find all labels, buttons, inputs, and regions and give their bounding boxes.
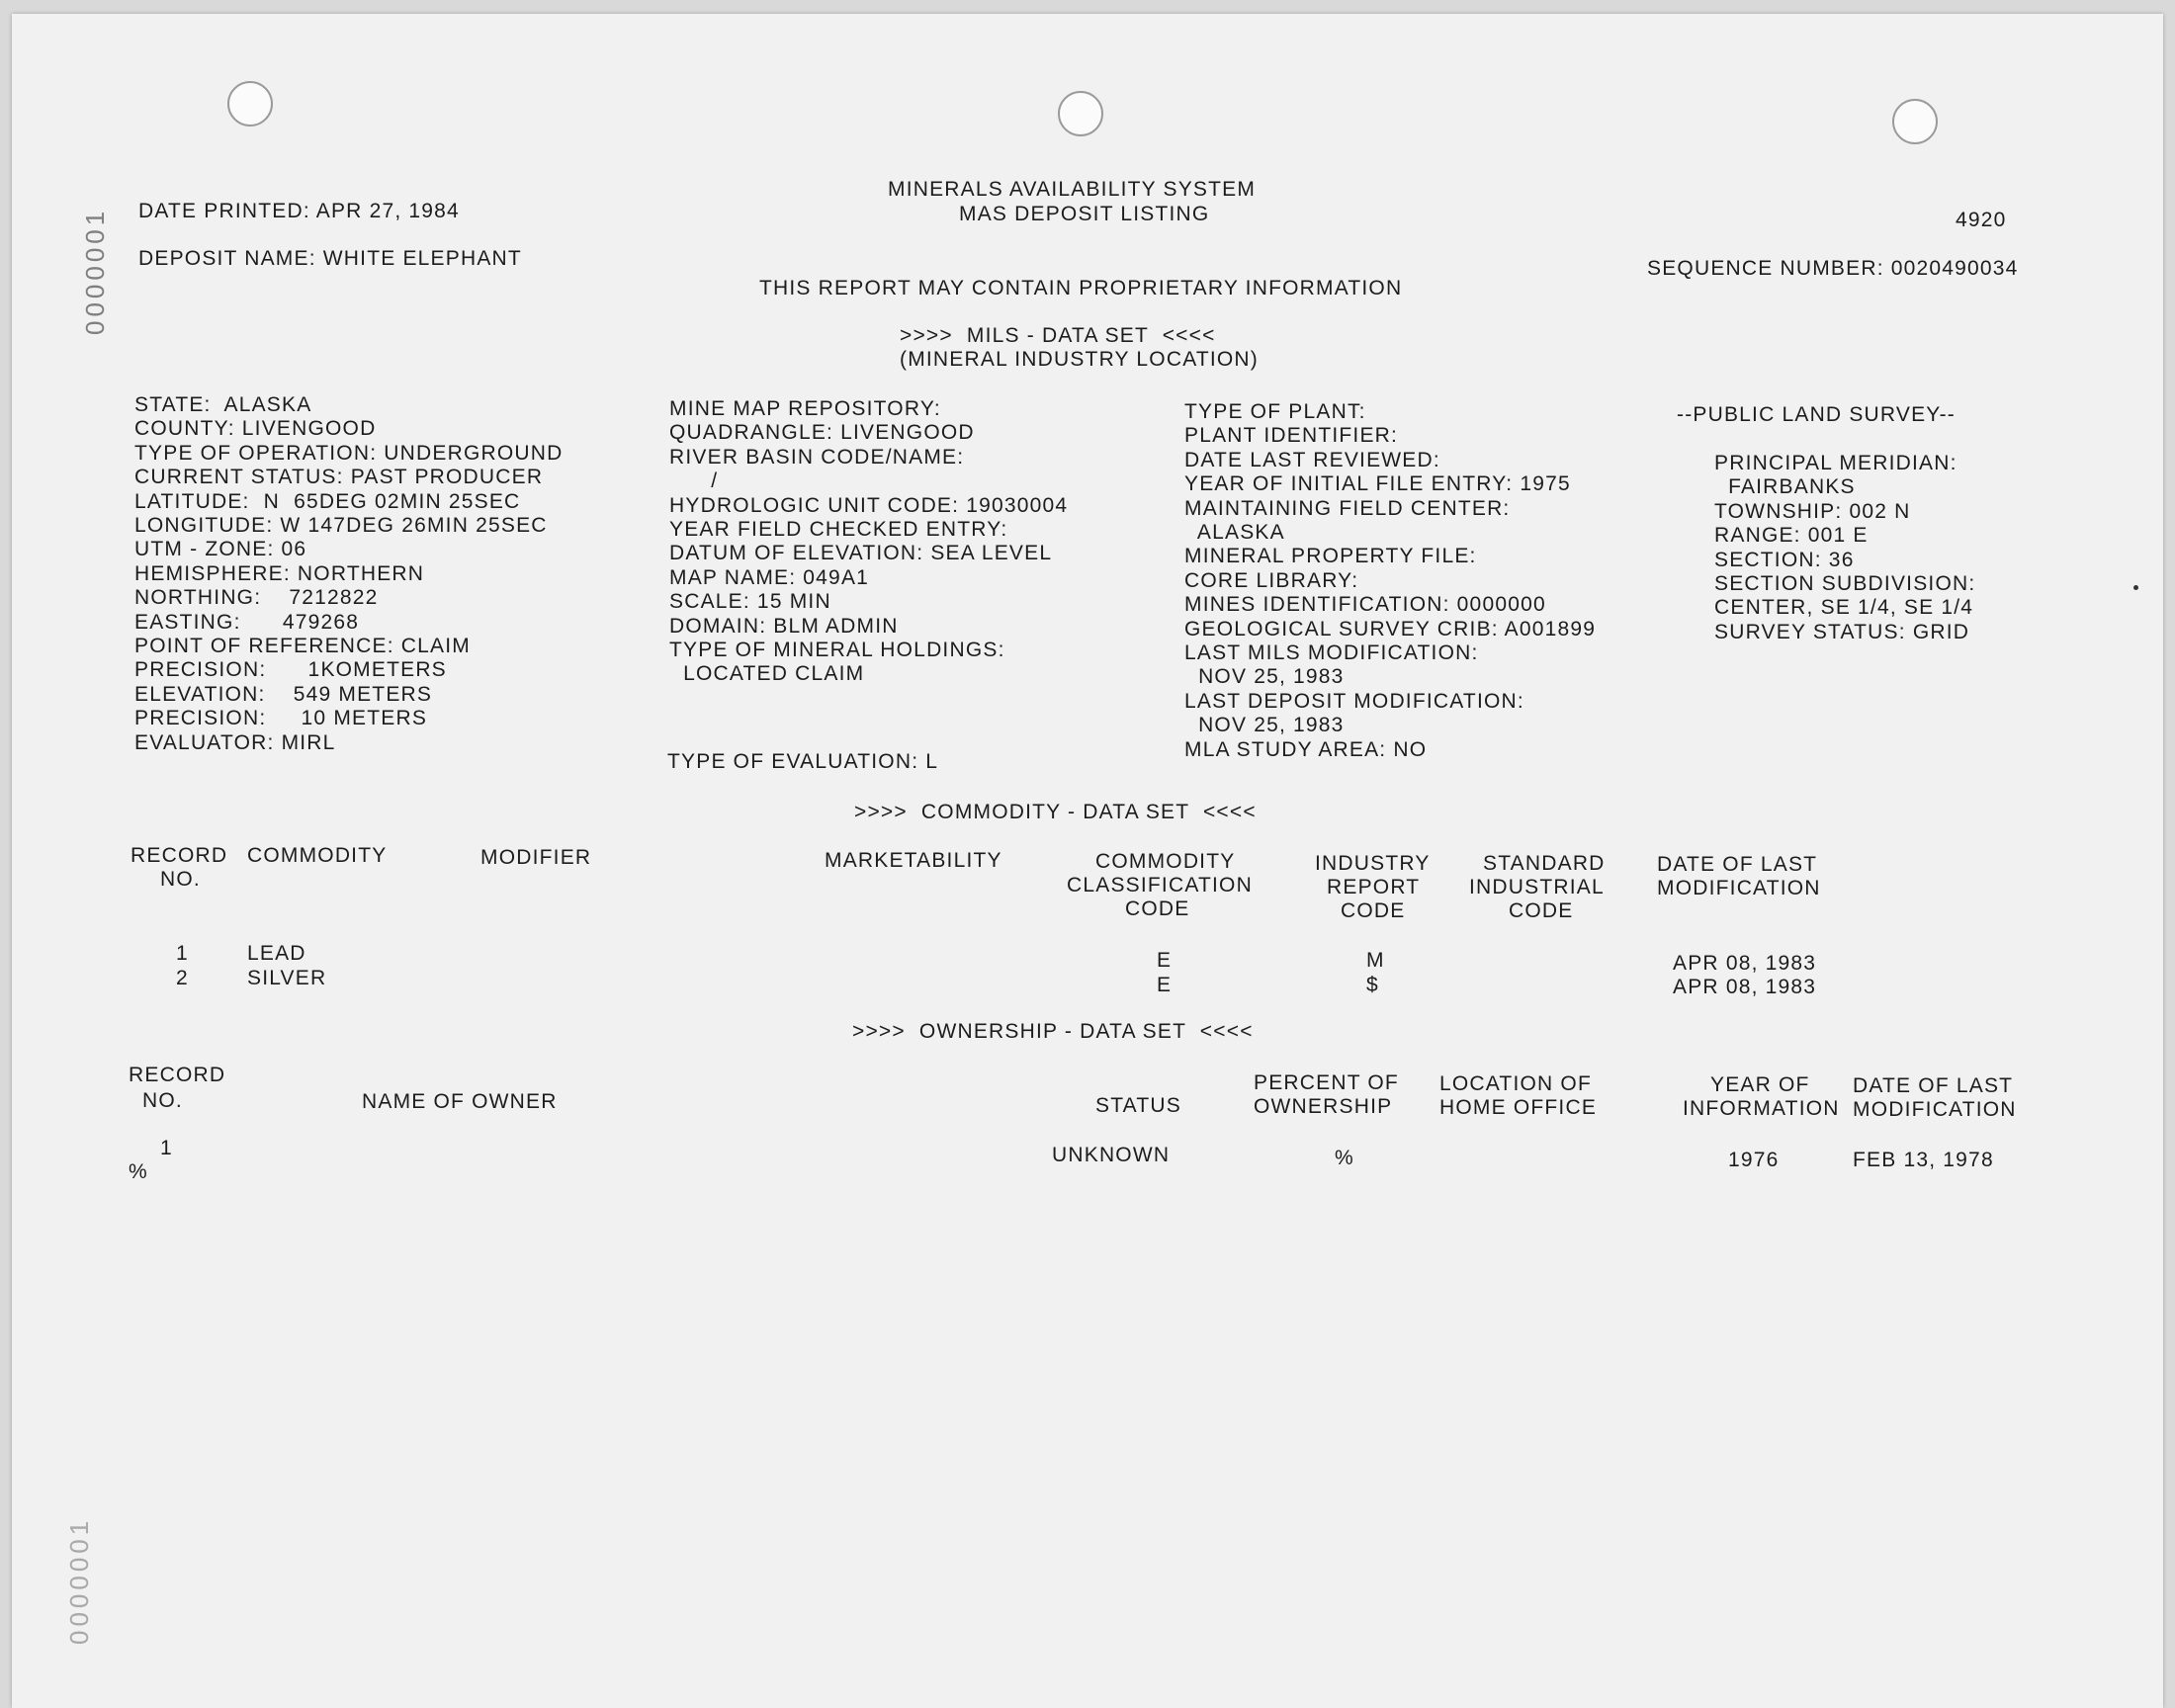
commodity-header-modifier: MODIFIER — [480, 846, 592, 869]
field-line: MINERAL PROPERTY FILE: — [1184, 545, 1477, 568]
public-land-survey-title: --PUBLIC LAND SURVEY-- — [1677, 403, 1956, 426]
field-line: TYPE OF PLANT: — [1184, 400, 1366, 423]
field-line: TOWNSHIP: 002 N — [1714, 499, 1911, 523]
field-line: LAST MILS MODIFICATION: — [1184, 641, 1479, 664]
listing-title: MAS DEPOSIT LISTING — [959, 203, 1210, 225]
commodity-record-no: 1 — [176, 942, 189, 965]
field-line: PRECISION: 1KOMETERS — [134, 658, 447, 682]
field-line: HEMISPHERE: NORTHERN — [134, 561, 425, 585]
field-line: MAP NAME: 049A1 — [669, 565, 870, 589]
commodity-header-class: COMMODITY — [1095, 850, 1236, 873]
field-line: MLA STUDY AREA: NO — [1184, 737, 1428, 761]
commodity-header-record: RECORD — [130, 844, 228, 867]
ownership-header-name: NAME OF OWNER — [362, 1090, 558, 1113]
punch-hole-center — [1058, 91, 1103, 136]
field-line: CENTER, SE 1/4, SE 1/4 — [1714, 596, 1974, 620]
field-line: LATITUDE: N 65DEG 02MIN 25SEC — [134, 489, 521, 513]
commodity-header-date: MODIFICATION — [1657, 877, 1821, 899]
punch-hole-right — [1892, 99, 1938, 144]
mils-section-title: >>>> MILS - DATA SET <<<< — [900, 324, 1216, 347]
field-line: YEAR OF INITIAL FILE ENTRY: 1975 — [1184, 472, 1571, 496]
ownership-header-record: RECORD — [129, 1064, 226, 1086]
field-line: PLANT IDENTIFIER: — [1184, 424, 1399, 448]
field-line: RIVER BASIN CODE/NAME: — [669, 445, 965, 469]
proprietary-notice: THIS REPORT MAY CONTAIN PROPRIETARY INFORMATION — [759, 277, 1403, 299]
commodity-header-date: DATE OF LAST — [1657, 853, 1818, 876]
commodity-header-standard: INDUSTRIAL — [1469, 876, 1605, 898]
commodity-header-marketability: MARKETABILITY — [825, 849, 1002, 872]
commodity-name: LEAD — [247, 942, 306, 965]
commodity-header-standard: CODE — [1509, 899, 1574, 922]
field-line: MINES IDENTIFICATION: 0000000 — [1184, 593, 1546, 617]
report-page — [12, 14, 2163, 1708]
field-line: TYPE OF MINERAL HOLDINGS: — [669, 639, 1005, 661]
field-line: QUADRANGLE: LIVENGOOD — [669, 421, 975, 445]
ownership-header-record-no: NO. — [142, 1089, 183, 1112]
commodity-header-commodity: COMMODITY — [247, 844, 388, 867]
field-line: POINT OF REFERENCE: CLAIM — [134, 635, 471, 657]
ownership-status: UNKNOWN — [1052, 1144, 1171, 1166]
ownership-year: 1976 — [1728, 1149, 1780, 1171]
field-line: MAINTAINING FIELD CENTER: — [1184, 496, 1511, 520]
field-line: LONGITUDE: W 147DEG 26MIN 25SEC — [134, 514, 548, 537]
sequence-number: SEQUENCE NUMBER: 0020490034 — [1647, 257, 2019, 280]
field-line: PRINCIPAL MERIDIAN: — [1714, 452, 1958, 474]
system-title: MINERALS AVAILABILITY SYSTEM — [888, 178, 1257, 201]
ownership-date: FEB 13, 1978 — [1853, 1149, 1994, 1171]
field-line: FAIRBANKS — [1714, 475, 1856, 499]
field-line: SECTION: 36 — [1714, 548, 1855, 571]
ownership-header-year: INFORMATION — [1683, 1097, 1840, 1120]
commodity-section-title: >>>> COMMODITY - DATA SET <<<< — [854, 801, 1257, 823]
commodity-date: APR 08, 1983 — [1673, 952, 1817, 975]
field-line: NOV 25, 1983 — [1184, 714, 1345, 737]
ownership-record-no: 1 — [160, 1137, 173, 1159]
ownership-header-year: YEAR OF — [1710, 1073, 1810, 1096]
field-line: LOCATED CLAIM — [669, 662, 865, 686]
field-line: UTM - ZONE: 06 — [134, 538, 307, 561]
commodity-header-industry: INDUSTRY — [1315, 852, 1431, 875]
ownership-header-location: HOME OFFICE — [1439, 1096, 1598, 1119]
field-line: SCALE: 15 MIN — [669, 590, 831, 614]
field-line: COUNTY: LIVENGOOD — [134, 417, 377, 441]
ownership-header-date: MODIFICATION — [1853, 1098, 2017, 1121]
commodity-header-class: CLASSIFICATION — [1067, 874, 1253, 897]
field-line: EVALUATOR: MIRL — [134, 730, 336, 754]
field-line: MINE MAP REPOSITORY: — [669, 397, 941, 420]
ownership-header-location: LOCATION OF — [1439, 1072, 1592, 1095]
ownership-header-percent: OWNERSHIP — [1254, 1095, 1393, 1118]
type-of-evaluation: TYPE OF EVALUATION: L — [667, 750, 939, 773]
punch-hole-left — [227, 81, 273, 127]
ownership-record-mark: % — [129, 1160, 148, 1183]
field-line: CURRENT STATUS: PAST PRODUCER — [134, 466, 544, 489]
commodity-header-industry: REPORT — [1327, 876, 1421, 898]
field-line: DATE LAST REVIEWED: — [1184, 448, 1440, 471]
commodity-industry-code: $ — [1366, 974, 1379, 996]
mils-section-subtitle: (MINERAL INDUSTRY LOCATION) — [900, 348, 1259, 371]
commodity-header-industry: CODE — [1341, 899, 1406, 922]
date-printed: DATE PRINTED: APR 27, 1984 — [138, 200, 460, 222]
page-code: 4920 — [1956, 209, 2007, 231]
margin-code-top: 0000001 — [80, 207, 110, 335]
field-line: SECTION SUBDIVISION: — [1714, 572, 1976, 595]
ownership-header-percent: PERCENT OF — [1254, 1071, 1399, 1094]
commodity-record-no: 2 — [176, 967, 189, 989]
field-line: EASTING: 479268 — [134, 610, 360, 634]
field-line: DOMAIN: BLM ADMIN — [669, 614, 899, 638]
field-line: RANGE: 001 E — [1714, 524, 1869, 548]
field-line: YEAR FIELD CHECKED ENTRY: — [669, 518, 1008, 541]
ownership-header-date: DATE OF LAST — [1853, 1074, 2014, 1097]
ownership-percent: % — [1335, 1147, 1354, 1169]
stray-mark — [2133, 585, 2138, 590]
commodity-date: APR 08, 1983 — [1673, 976, 1817, 998]
ownership-header-status: STATUS — [1095, 1094, 1181, 1117]
field-line: PRECISION: 10 METERS — [134, 707, 428, 730]
field-line: STATE: ALASKA — [134, 393, 312, 416]
field-line: ALASKA — [1184, 521, 1285, 544]
commodity-header-class: CODE — [1125, 897, 1190, 920]
commodity-header-standard: STANDARD — [1483, 852, 1606, 875]
commodity-name: SILVER — [247, 967, 327, 989]
field-line: NORTHING: 7212822 — [134, 586, 379, 610]
field-line: / — [669, 470, 719, 493]
field-line: ELEVATION: 549 METERS — [134, 682, 433, 706]
commodity-class-code: E — [1157, 974, 1173, 996]
field-line: LAST DEPOSIT MODIFICATION: — [1184, 689, 1524, 713]
commodity-industry-code: M — [1366, 949, 1385, 972]
field-line: NOV 25, 1983 — [1184, 665, 1345, 689]
field-line: DATUM OF ELEVATION: SEA LEVEL — [669, 542, 1053, 565]
deposit-name: DEPOSIT NAME: WHITE ELEPHANT — [138, 247, 522, 270]
field-line: GEOLOGICAL SURVEY CRIB: A001899 — [1184, 617, 1597, 640]
commodity-header-record-no: NO. — [160, 868, 201, 891]
field-line: SURVEY STATUS: GRID — [1714, 620, 1970, 643]
field-line: HYDROLOGIC UNIT CODE: 19030004 — [669, 493, 1069, 517]
commodity-class-code: E — [1157, 949, 1173, 972]
ownership-section-title: >>>> OWNERSHIP - DATA SET <<<< — [852, 1020, 1254, 1043]
margin-code-bottom: 0000001 — [64, 1516, 94, 1645]
field-line: CORE LIBRARY: — [1184, 568, 1359, 592]
field-line: TYPE OF OPERATION: UNDERGROUND — [134, 441, 564, 465]
